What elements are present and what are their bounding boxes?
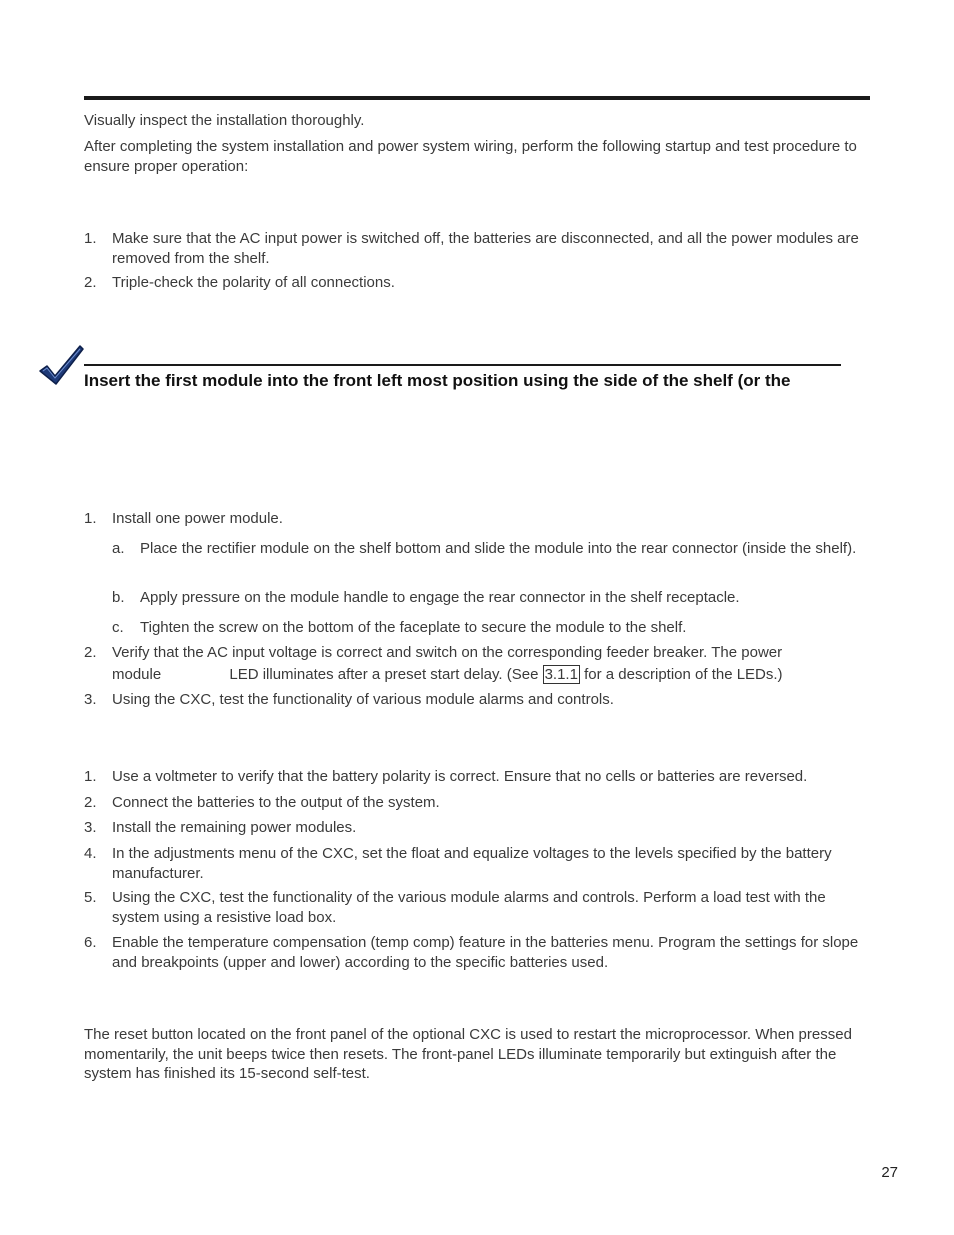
reset-paragraph: The reset button located on the front panel of the optional CXC is used to restart the microprocessor. When pressed momentarily, the unit beeps twice then resets. The front-panel LEDs illuminate temporarily but extinguish after the system has finished its 15-second self-test. <box>84 1026 852 1082</box>
note-rule <box>84 364 841 366</box>
top-rule <box>84 96 870 100</box>
section-link[interactable]: 3.1.1 <box>544 665 578 683</box>
intro-line-2: After completing the system installation and power system wiring, perform the following startup and test procedure to ensure proper operation: <box>84 138 857 175</box>
page-number: 27 <box>881 1164 898 1181</box>
checkmark-icon <box>38 344 84 386</box>
note-text: Insert the first module into the front left most position using the side of the shelf (or the <box>84 371 791 390</box>
item2-line1: Verify that the AC input voltage is correct and switch on the corresponding feeder breaker. The power <box>112 644 783 661</box>
intro-line-1: Visually inspect the installation thoroughly. <box>84 112 365 129</box>
